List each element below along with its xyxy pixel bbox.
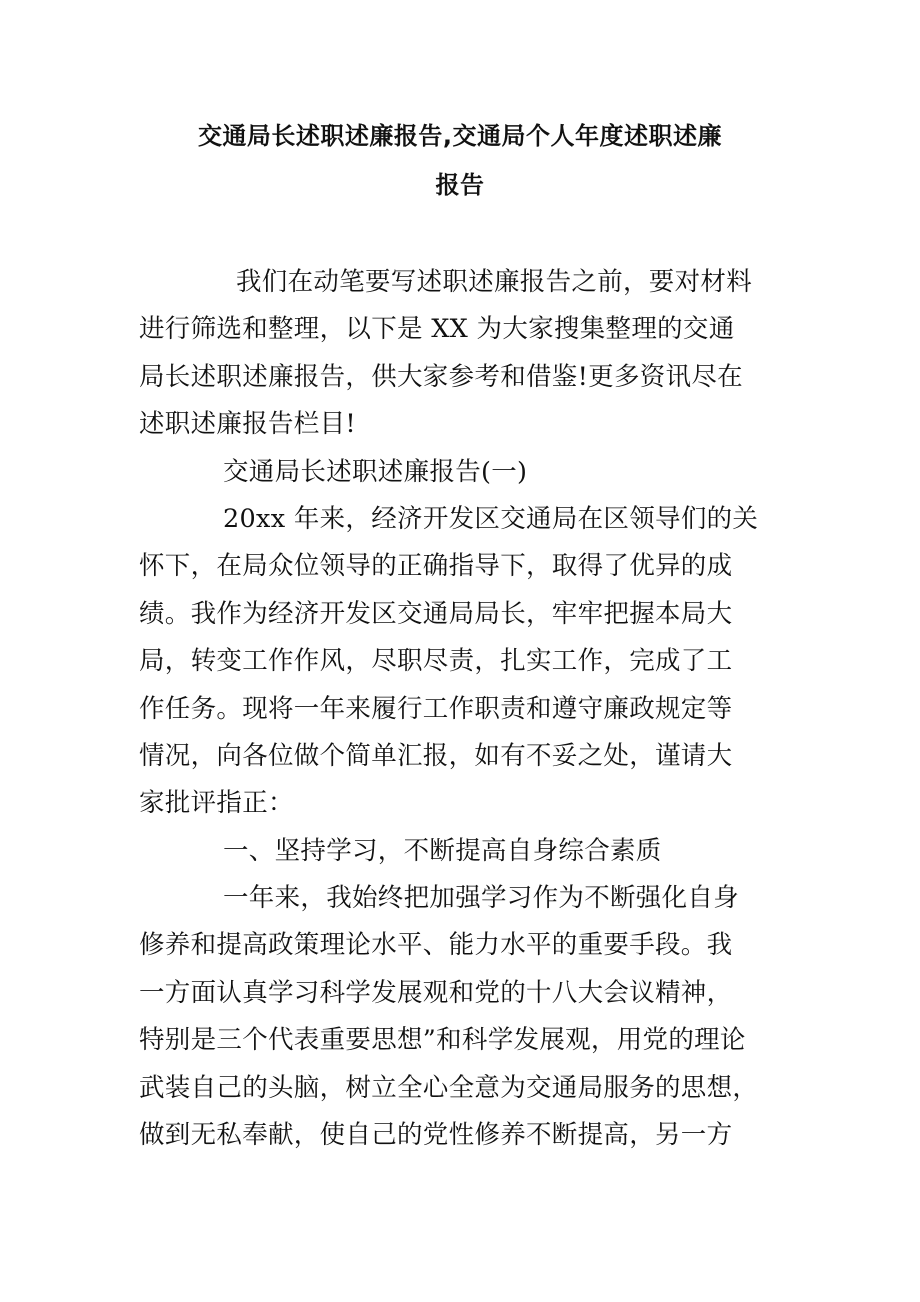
body-text-line: 做到无私奉献，使自己的党性修养不断提高，另一方 (139, 1120, 733, 1151)
body-text-line: 进行筛选和整理，以下是 XX 为大家搜集整理的交通 (139, 314, 735, 345)
body-text-line: 武装自己的头脑，树立全心全意为交通局服务的思想， (139, 1072, 759, 1103)
body-text-line: 局长述职述廉报告，供大家参考和借鉴!更多资讯尽在 (139, 361, 743, 392)
body-text-line: 怀下，在局众位领导的正确指导下，取得了优异的成 (139, 551, 733, 582)
body-text-line: 一方面认真学习科学发展观和党的十八大会议精神， (139, 977, 733, 1008)
body-text-line: 交通局长述职述廉报告(一) (223, 456, 528, 487)
body-text-line: 我们在动笔要写述职述廉报告之前，要对材料 (236, 267, 753, 297)
document-title-line-1: 交通局长述职述廉报告,交通局个人年度述职述廉 (197, 122, 723, 150)
body-text-line: 局，转变工作作风，尽职尽责，扎实工作，完成了工 (139, 646, 733, 677)
document-title-line-2: 报告 (435, 171, 485, 199)
body-text-line: 绩。我作为经济开发区交通局局长，牢牢把握本局大 (139, 598, 733, 629)
body-text-line: 情况，向各位做个简单汇报，如有不妥之处，谨请大 (139, 740, 733, 771)
body-text-line: 家批评指正： (139, 788, 294, 819)
body-text-line: 修养和提高政策理论水平、能力水平的重要手段。我 (139, 930, 733, 961)
body-text-line: 一年来，我始终把加强学习作为不断强化自身 (223, 883, 740, 914)
body-text-line: 作任务。现将一年来履行工作职责和遵守廉政规定等 (139, 693, 733, 724)
body-text-line: 述职述廉报告栏目! (139, 409, 356, 440)
body-text-line: 20xx 年来，经济开发区交通局在区领导们的关 (223, 503, 759, 534)
body-text-line: 一、坚持学习，不断提高自身综合素质 (223, 835, 662, 866)
document-body (139, 264, 789, 1164)
body-text-line: 特别是三个代表重要思想”和科学发展观，用党的理论 (139, 1025, 746, 1056)
